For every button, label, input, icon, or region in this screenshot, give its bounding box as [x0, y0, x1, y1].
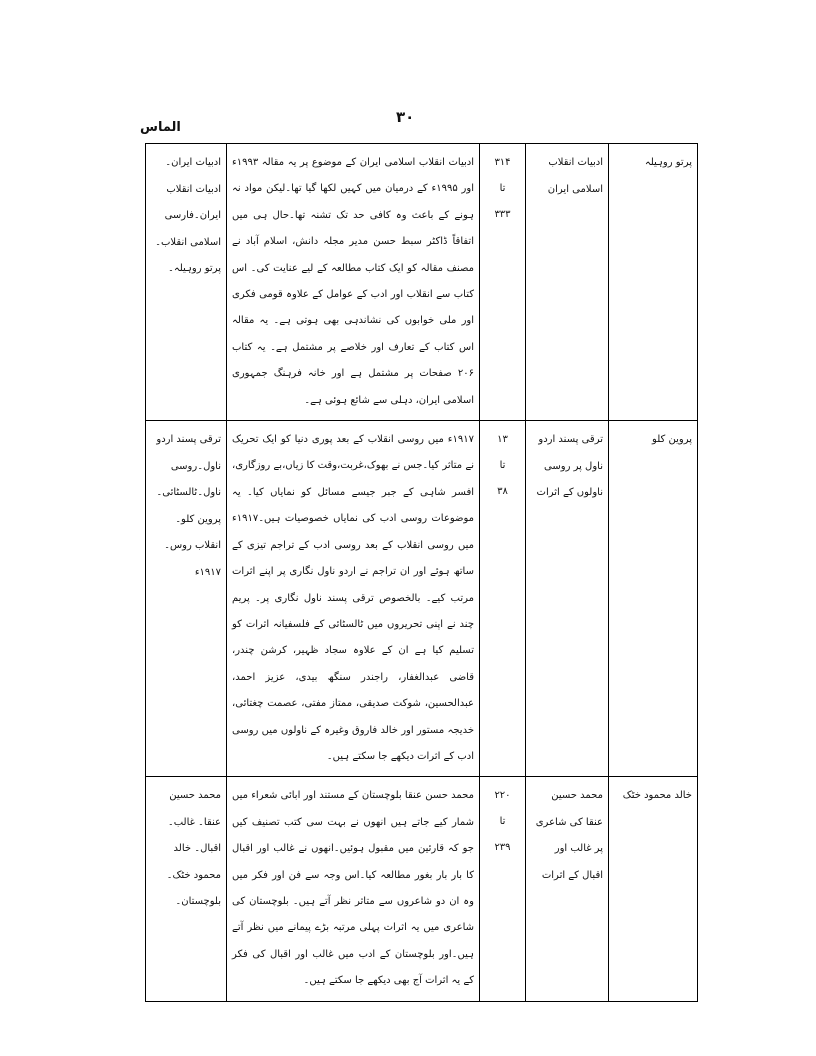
journal-name: الماس — [140, 120, 181, 135]
article-title-cell: ترقی پسند اردو ناول پر روسی ناولوں کے اثرات — [526, 421, 609, 777]
pages-cell — [480, 421, 526, 777]
summary-cell: ۱۹۱۷ء میں روسی انقلاب کے بعد پوری دنیا کو ایک تحریک نے متاثر کیا۔جس نے بھوک،غربت،وقت کا زیاں،بے روزگاری، افسر شاہی کے جبر جیسے مسائل کو نمایاں کیا۔ یہ موضوعات روسی ادب کی نمایاں خصوصیات ہیں۔۱۹۱۷ء میں روسی انقلاب کے بعد روسی ادب کے تراجم تیزی کے ساتھ ہوئے اور ان تراجم نے اردو ناول نگاری پر اپنے اثرات مرتب کیے۔ بالخصوص ترقی پسند ناول نگاری پر۔ پریم چند نے اپنی تحریروں میں ٹالسٹائی کے فلسفیانہ اثرات کو تسلیم کیا ہے ان کے علاوہ سجاد ظہیر، کرشن چندر، قاضی عبدالغفار، راجندر سنگھ بیدی، عزیز احمد، عبدالحسین، شوکت صدیقی، ممتاز مفتی، عصمت چغتائی، خدیجہ مستور اور خالد فاروق وغیرہ کے ناولوں میں روسی ادب کے اثرات دیکھے جا سکتے ہیں۔ — [227, 421, 480, 777]
page-to: تا — [499, 460, 506, 472]
page-number: ۳۰ — [396, 108, 415, 126]
author-cell: پروین کلو — [609, 421, 698, 777]
page-to: تا — [499, 816, 506, 828]
article-title-cell: محمد حسین عنقا کی شاعری پر غالب اور اقبال کے اثرات — [526, 777, 609, 1001]
page-end: ۳۸ — [497, 486, 508, 498]
author-cell: پرتو روہیلہ — [609, 144, 698, 421]
table-row — [146, 777, 698, 1001]
pages-cell — [480, 777, 526, 1001]
summary-cell: محمد حسن عنقا بلوچستان کے مستند اور ابائی شعراء میں شمار کیے جاتے ہیں انھوں نے بہت سی کتب تصنیف کیں جو کہ قارئین میں مقبول ہوئیں۔انھوں نے غالب اور اقبال کا بار بار بغور مطالعہ کیا۔اس وجہ سے فن اور فکر میں وہ ان دو شاعروں سے متاثر نظر آتے ہیں۔ بلوچستان کی شاعری میں یہ اثرات پہلی مرتبہ بڑے پیمانے میں نظر آتے ہیں۔اور بلوچستان کے ادب میں غالب اور اقبال کی فکر کے یہ اثرات آج بھی دیکھے جا سکتے ہیں۔ — [227, 777, 480, 1001]
keywords-cell: محمد حسین عنقا۔ غالب۔اقبال۔ خالد محمود خٹک۔ بلوچستان۔ — [146, 777, 227, 1001]
table-row — [146, 421, 698, 777]
summary-cell: ادبیات انقلاب اسلامی ایران کے موضوع پر یہ مقالہ ۱۹۹۳ء اور ۱۹۹۵ء کے درمیان میں کہیں لکھا گیا تھا۔لیکن مواد نہ ہونے کے باعث وہ کافی حد تک تشنہ تھا۔حال ہی میں اتفاقاً ڈاکٹر سبط حسن مدیر مجلہ دانش، اسلام آباد نے مصنف مقالہ کو ایک کتاب مطالعہ کے لیے عنایت کی۔ اس کتاب سے انقلاب اور ادب کے عوامل کے علاوہ قومی فکری اور ملی خوابوں کی نشاندہی بھی ہوتی ہے۔ یہ مقالہ اس کتاب کے تعارف اور خلاصے پر مشتمل ہے۔ یہ کتاب ۲۰۶ صفحات پر مشتمل ہے اور خانہ فرہنگ جمہوری اسلامی ایران، دہلی سے شائع ہوئی ہے۔ — [227, 144, 480, 421]
table-row — [146, 144, 698, 421]
keywords-cell: ادبیات ایران۔ ادبیات انقلاب ایران۔فارسی اسلامی انقلاب۔ پرتو روہیلہ۔ — [146, 144, 227, 421]
pages-cell — [480, 144, 526, 421]
page-end: ۲۳۹ — [494, 842, 511, 854]
index-table — [145, 143, 698, 1002]
page-start: ۲۲۰ — [494, 790, 511, 802]
article-title-cell: ادبیات انقلاب اسلامی ایران — [526, 144, 609, 421]
page-end: ۳۳۳ — [494, 209, 511, 220]
keywords-cell: ترقی پسند اردو ناول۔روسی ناول۔ٹالسٹائی۔ پروین کلو۔انقلاب روس۔۱۹۱۷ء — [146, 421, 227, 777]
page-to: تا — [499, 183, 506, 194]
page-start: ۱۳ — [497, 434, 508, 446]
author-cell: خالد محمود خٹک — [609, 777, 698, 1001]
page-start: ۳۱۴ — [494, 157, 511, 168]
